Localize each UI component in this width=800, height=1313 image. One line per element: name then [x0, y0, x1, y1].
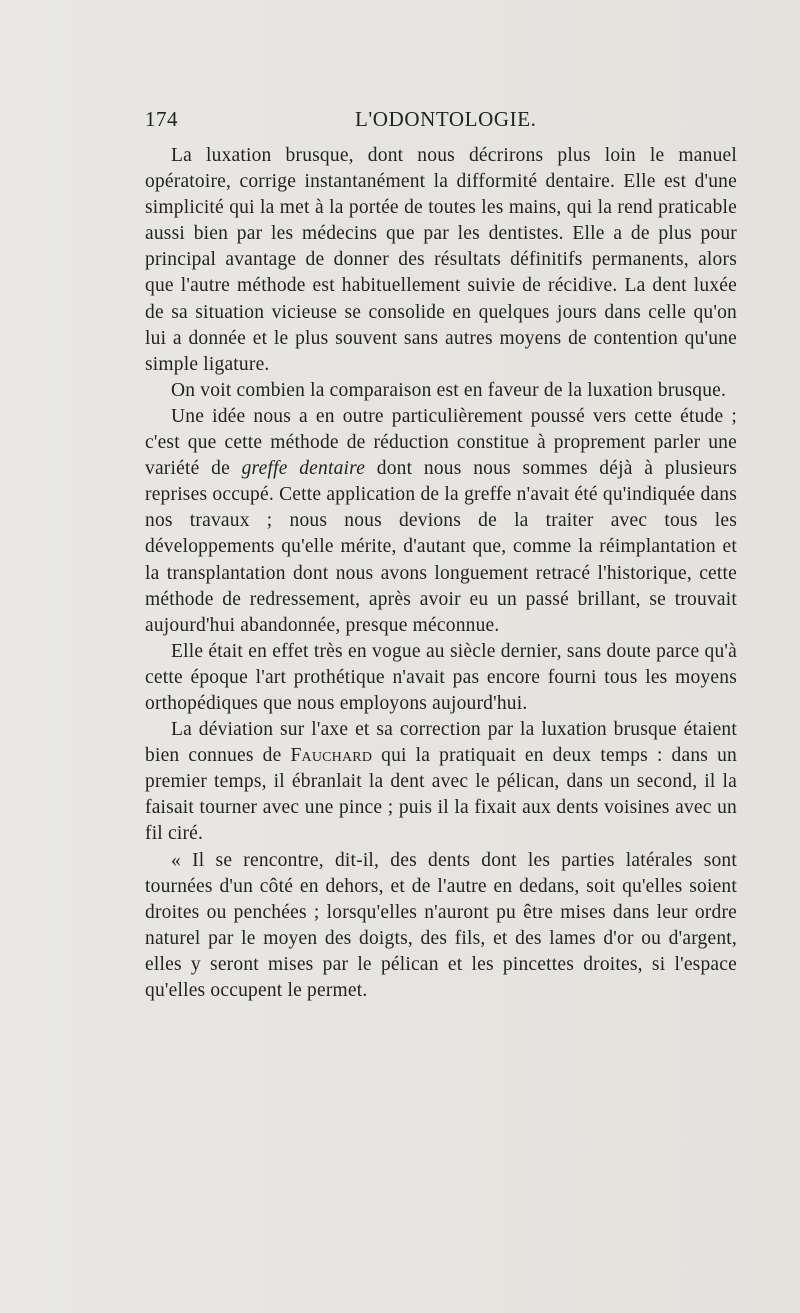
paragraph-1: La luxation brusque, dont nous décrirons plus loin le manuel opératoire, corrige instantanément la difformité dentaire. Elle est d'une simplicité qui la met à la portée de toutes les mains, qui la rend praticable aussi bien par les médecins que par les dentistes. Elle a de plus pour principal avantage de donner des résultats définitifs permanents, alors que l'autre méthode est habituellement suivie de récidive. La dent luxée de sa situation vicieuse se consolide en quelques jours dans celle qu'on lui a donnée et le plus souvent sans autres moyens de contention qu'une simple ligature. — [145, 145, 737, 375]
paragraph-5-text-c: qui la pratiquait en deux temps : dans un premier temps, il ébranlait la dent avec le pélican, dans un second, il la faisait tourner avec une pince ; puis il la fixait aux dents voisines avec un fil ciré. — [145, 745, 737, 845]
paragraph-3-text-c: dont nous nous sommes déjà à plusieurs reprises occupé. Cette application de la greffe n'avait été qu'indiquée dans nos travaux ; nous nous devions de la traiter avec tous les développements qu'elle mérite, d'autant que, comme la réimplantation et la transplantation dont nous avons longuement retracé l'historique, cette méthode de redressement, après avoir eu un passé brillant, se trouvait aujourd'hui abandonnée, presque méconnue. — [145, 458, 737, 636]
page-header — [145, 107, 737, 137]
author-name-fauchard: Fauchard — [290, 745, 373, 767]
running-title: L'ODONTOLOGIE. — [355, 107, 537, 131]
paragraph-3 — [145, 404, 737, 639]
body-text — [145, 143, 737, 1004]
paragraph-2: On voit combien la comparaison est en faveur de la luxation brusque. — [171, 379, 727, 401]
italic-term-greffe-dentaire: greffe dentaire — [241, 458, 366, 480]
page-number: 174 — [145, 107, 178, 131]
paragraph-6-quotation: « Il se rencontre, dit-il, des dents dont les parties latérales sont tournées d'un côté en dehors, et de l'autre en dedans, soit qu'elles soient droites ou penchées ; lorsqu'elles n'auront pu être mises dans leur ordre naturel par le moyen des doigts, des fils, et des lames d'or ou d'argent, elles y seront mises par le pélican et les pincettes droites, si l'espace qu'elles occupent le permet. — [145, 849, 737, 1001]
paragraph-5 — [145, 717, 737, 847]
paragraph-4: Elle était en effet très en vogue au siècle dernier, sans doute parce qu'à cette époque l'art prothétique n'avait pas encore fourni tous les moyens orthopédiques que nous employons aujourd'hui. — [145, 640, 737, 714]
paragraph-5-text-a: La déviation sur l'axe et sa correction par la luxation brusque étaient bien connues de — [145, 719, 737, 767]
paragraph-3-text-a: Une idée nous a en outre particulièrement poussé vers cette étude ; c'est que cette méthode de réduction constitue à proprement parler une variété de — [145, 405, 737, 480]
